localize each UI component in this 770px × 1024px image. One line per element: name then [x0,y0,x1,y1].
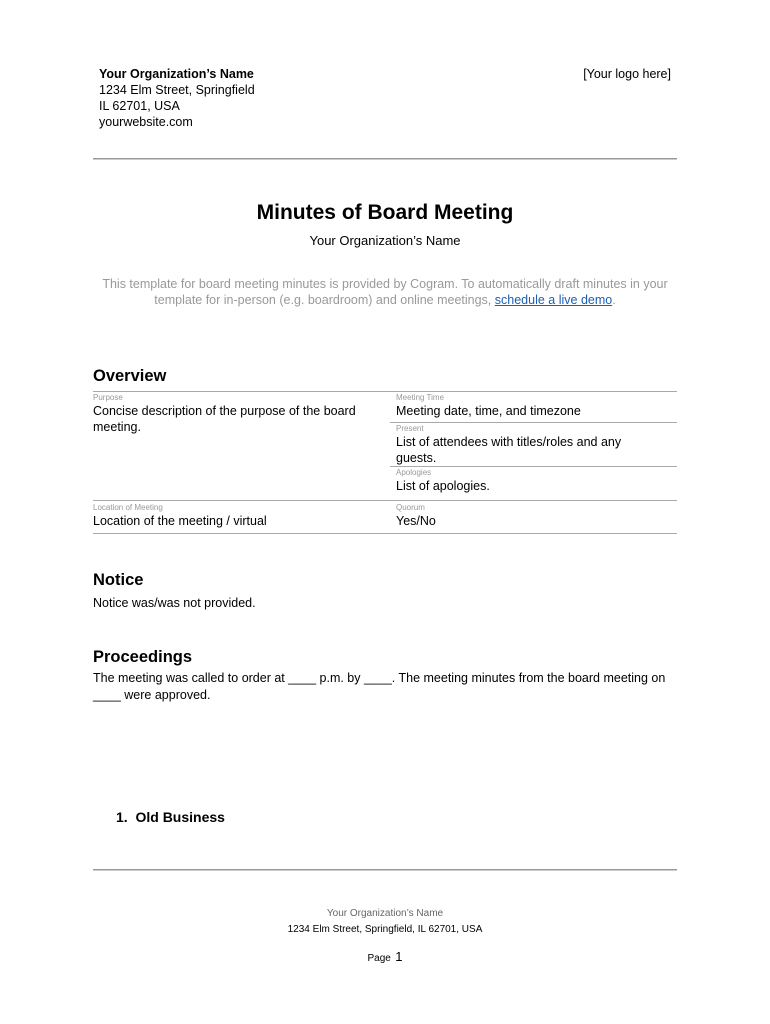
page-number [0,948,770,966]
location-value: Location of the meeting / virtual [93,514,267,528]
schedule-demo-link[interactable]: schedule a live demo [494,293,613,307]
overview-bottom-rule [93,533,677,534]
apologies-value: List of apologies. [396,479,490,493]
logo-placeholder: [Your logo here] [583,67,671,81]
address-line-2: IL 62701, USA [99,99,180,113]
list-item-label: Old Business [135,809,225,825]
quorum-cell [396,503,677,529]
intro-text: This template for board meeting minutes is provided by Cogram. To automatically draft minutes in your template for in-person (e.g. boardroom) and online meetings, [102,277,668,307]
website: yourwebsite.com [99,115,193,129]
meeting-time-label: Meeting Time [396,393,445,402]
meeting-time-value: Meeting date, time, and timezone [396,404,581,418]
page-number-value: 1 [395,949,403,964]
org-name: Your Organization’s Name [99,67,254,81]
list-item-old-business [116,809,225,825]
intro-paragraph [100,276,670,308]
meeting-time-rule [390,422,677,423]
page-label: Page [367,953,391,964]
quorum-value: Yes/No [396,514,436,528]
intro-end: . [612,293,616,307]
proceedings-text: The meeting was called to order at ____ p.m. by ____. The meeting minutes from the board meeting on ____ were approved. [93,671,666,702]
footer-address: 1234 Elm Street, Springfield, IL 62701, USA [287,924,483,935]
list-number: 1. [116,809,128,825]
apologies-label: Apologies [396,468,432,477]
present-cell [396,424,646,466]
overview-heading: Overview [93,367,167,385]
page-title: Minutes of Board Meeting [256,201,514,224]
overview-mid-rule [93,500,677,501]
notice-heading: Notice [93,571,144,589]
purpose-cell [93,393,378,435]
quorum-label: Quorum [396,503,425,512]
location-cell [93,503,378,529]
notice-text: Notice was/was not provided. [93,596,256,610]
present-rule [390,466,677,467]
header-divider [93,158,677,160]
present-label: Present [396,424,424,433]
footer-divider [93,869,677,871]
org-address-block [99,66,255,130]
overview-top-rule [93,391,677,392]
meeting-time-cell [396,393,677,419]
address-line-1: 1234 Elm Street, Springfield [99,83,255,97]
present-value: List of attendees with titles/roles and any guests. [396,435,622,465]
page-subtitle: Your Organization’s Name [309,233,461,248]
location-label: Location of Meeting [93,503,163,512]
purpose-label: Purpose [93,393,123,402]
proceedings-heading: Proceedings [93,648,193,666]
apologies-cell [396,468,677,494]
footer-org-name: Your Organization’s Name [326,908,444,919]
purpose-value: Concise description of the purpose of the board meeting. [93,404,356,434]
